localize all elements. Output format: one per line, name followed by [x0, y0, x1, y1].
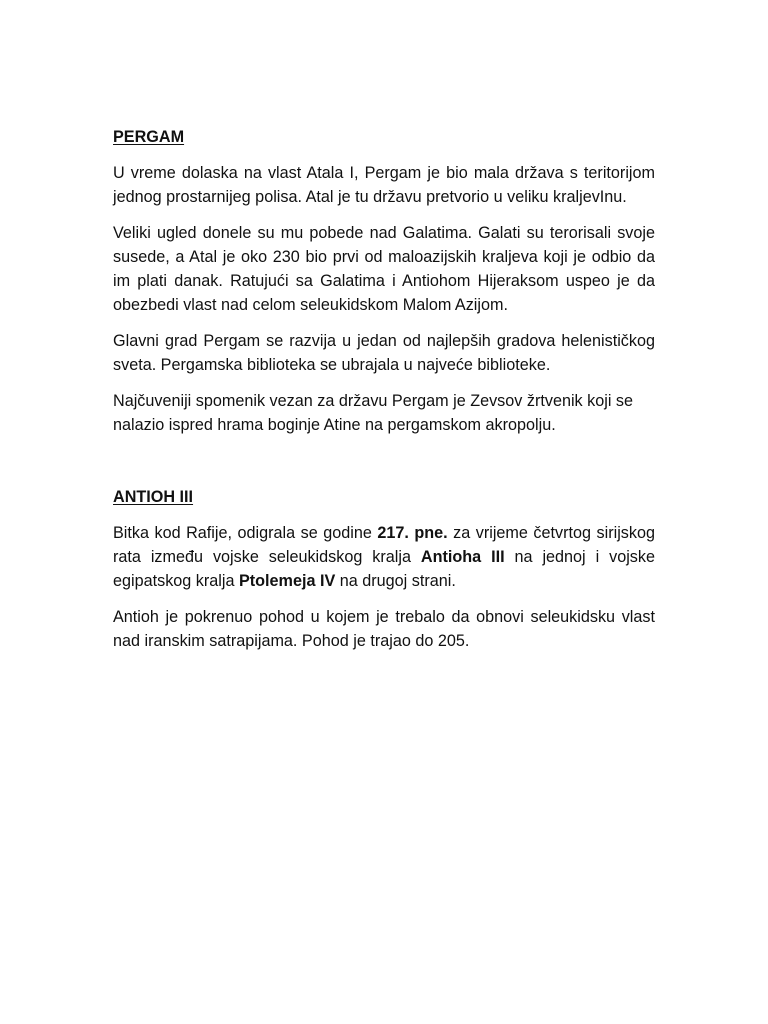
- bold-king-ptolemej: Ptolemeja IV: [238, 572, 336, 590]
- document-page: [113, 125, 655, 665]
- section-heading-pergam: PERGAM: [113, 128, 185, 146]
- text-run: na jednoj i vojske egipatskog kralja: [113, 548, 655, 590]
- section-spacer: [113, 449, 655, 485]
- paragraph-antioh-1: [113, 521, 655, 593]
- text-run: Bitka kod Rafije, odigrala se godine: [113, 524, 378, 542]
- text-run: za vrijeme četvrtog sirijskog rata između vojske seleukidskog kralja: [113, 524, 655, 566]
- paragraph-pergam-1: U vreme dolaska na vlast Atala I, Pergam je bio mala država s teritorijom jednog prostarnijeg polisa. Atal je tu državu pretvorio u veliku kraljevInu.: [113, 164, 655, 206]
- paragraph-pergam-3: Glavni grad Pergam se razvija u jedan od najlepših gradova helenističkog sveta. Pergamska biblioteka se ubrajala u najveće biblioteke.: [113, 332, 655, 374]
- bold-date: 217. pne.: [377, 524, 448, 542]
- paragraph-pergam-2: Veliki ugled donele su mu pobede nad Galatima. Galati su terorisali svoje susede, a Atal je oko 230 bio prvi od maloazijskih kraljeva koji je odbio da im plati danak. Ratujući sa Galatima i Antiohom Hijeraksom uspeo je da obezbedi vlast nad celom seleukidskom Malom Azijom.: [113, 224, 655, 314]
- paragraph-antioh-2: Antioh je pokrenuo pohod u kojem je trebalo da obnovi seleukidsku vlast nad iranskim satrapijama. Pohod je trajao do 205.: [113, 608, 655, 650]
- text-run: na drugoj strani.: [335, 572, 456, 590]
- bold-king-antioh: Antioha III: [420, 548, 505, 566]
- paragraph-pergam-4: Najčuveniji spomenik vezan za državu Pergam je Zevsov žrtvenik koji se nalazio ispred hrama boginje Atine na pergamskom akropolju.: [113, 392, 634, 434]
- section-heading-antioh: ANTIOH III: [113, 488, 194, 506]
